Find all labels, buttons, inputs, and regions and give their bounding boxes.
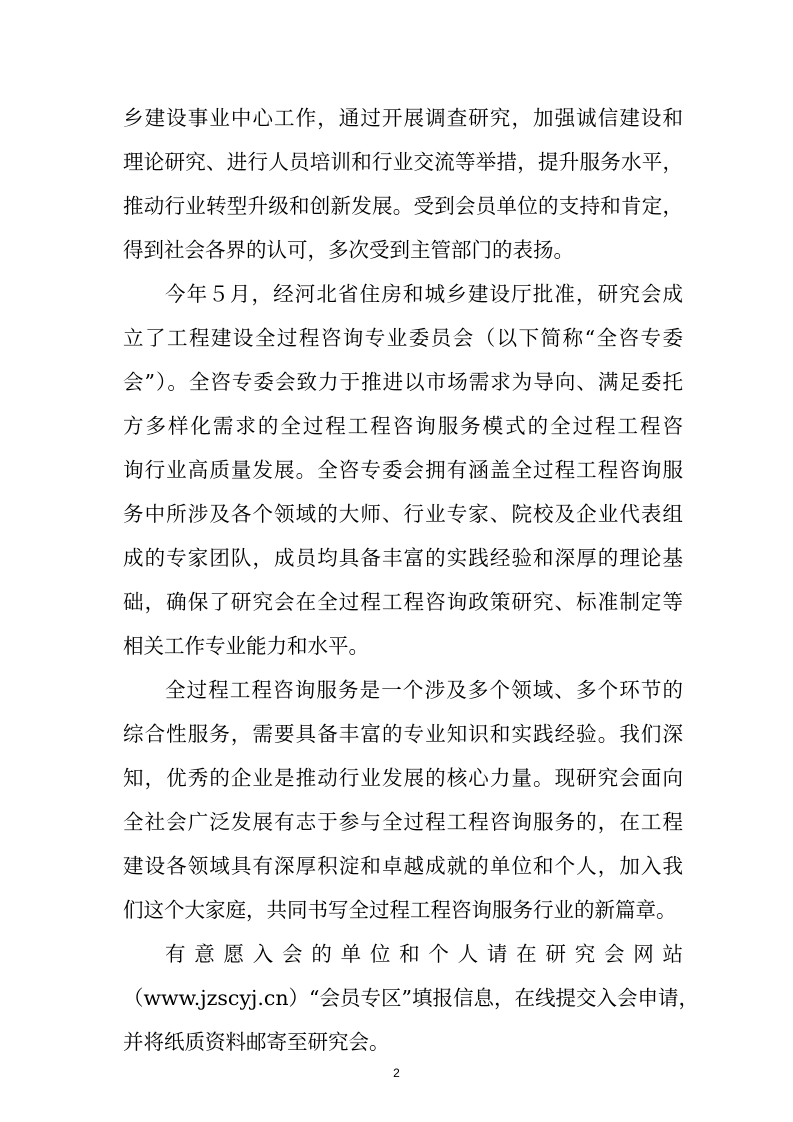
body-text-line: 务中所涉及各个领域的大师、行业专家、院校及企业代表组 <box>123 502 683 526</box>
body-text-line: 们这个大家庭，共同书写全过程工程咨询服务行业的新篇章。 <box>123 898 677 922</box>
body-text-line: 会”）。全咨专委会致力于推进以市场需求为导向、满足委托 <box>123 370 683 394</box>
body-text-line: 方多样化需求的全过程工程咨询服务模式的全过程工程咨 <box>123 414 683 438</box>
body-text-line: 推动行业转型升级和创新发展。受到会员单位的支持和肯定， <box>123 194 683 218</box>
body-text-line: 全社会广泛发展有志于参与全过程工程咨询服务的，在工程 <box>123 810 683 834</box>
body-text-line: 有意愿入会的单位和个人请在研究会网站 <box>165 942 683 966</box>
body-text-line: 并将纸质资料邮寄至研究会。 <box>123 1030 390 1054</box>
body-text-line: 础，确保了研究会在全过程工程咨询政策研究、标准制定等 <box>123 590 683 614</box>
body-text-line: 成的专家团队，成员均具备丰富的实践经验和深厚的理论基 <box>123 546 683 570</box>
body-text-line: 理论研究、进行人员培训和行业交流等举措，提升服务水平， <box>123 150 683 174</box>
body-text-line: 综合性服务，需要具备丰富的专业知识和实践经验。我们深 <box>123 722 683 746</box>
page-number: 2 <box>393 1066 400 1080</box>
body-text-line: 得到社会各界的认可，多次受到主管部门的表扬。 <box>123 238 574 262</box>
body-text-line: 全过程工程咨询服务是一个涉及多个领域、多个环节的 <box>165 678 683 702</box>
body-text-line: 今年５月，经河北省住房和城乡建设厅批准，研究会成 <box>165 282 683 306</box>
body-text-line: 立了工程建设全过程咨询专业委员会（以下简称“全咨专委 <box>123 326 683 350</box>
body-text-line: 相关工作专业能力和水平。 <box>123 634 369 658</box>
body-text-line: 乡建设事业中心工作，通过开展调查研究，加强诚信建设和 <box>123 106 683 130</box>
body-text-line: 知，优秀的企业是推动行业发展的核心力量。现研究会面向 <box>123 766 683 790</box>
body-text-line: 建设各领域具有深厚积淀和卓越成就的单位和个人，加入我 <box>123 854 683 878</box>
body-text-line: 询行业高质量发展。全咨专委会拥有涵盖全过程工程咨询服 <box>123 458 683 482</box>
body-text-line: （www.jzscyj.cn）“会员专区”填报信息，在线提交入会申请， <box>123 986 699 1010</box>
